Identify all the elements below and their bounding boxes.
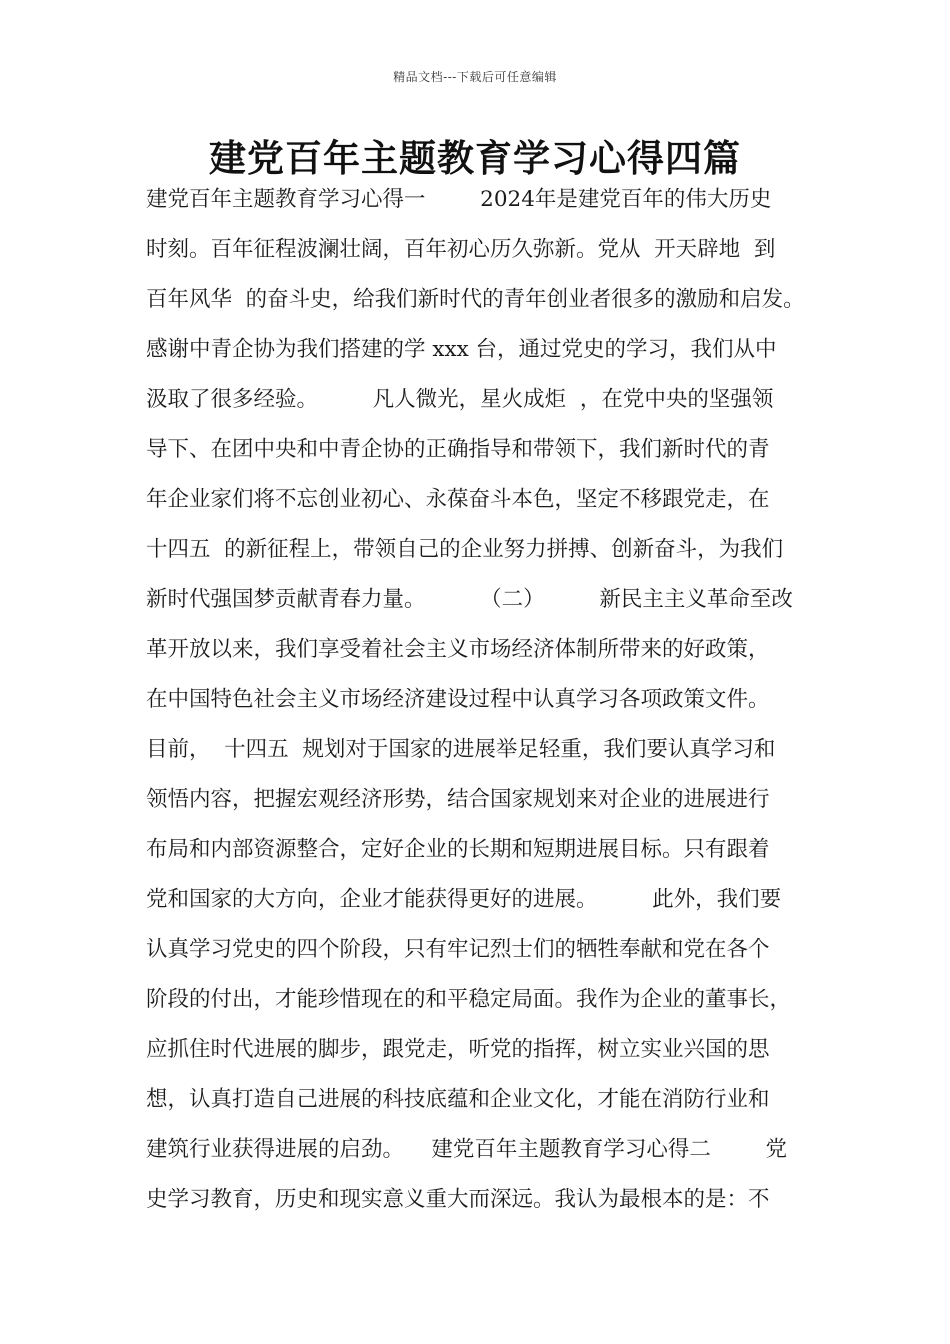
- body-line: 感谢中青企协为我们搭建的学 xxx 台，通过党史的学习，我们从中: [146, 337, 777, 362]
- body-line: 百年风华 的奋斗史，给我们新时代的青年创业者很多的激励和启发。: [146, 287, 805, 312]
- body-line: 目前， 十四五 规划对于国家的进展举足轻重，我们要认真学习和: [146, 737, 776, 762]
- header-note: 精品文档---下载后可任意编辑: [393, 70, 557, 84]
- body-line: 汲取了很多经验。 凡人微光，星火成炬 ，在党中央的坚强领: [146, 387, 774, 412]
- body-line: 十四五 的新征程上，带领自己的企业努力拼搏、创新奋斗，为我们: [146, 537, 784, 562]
- document-body: [146, 180, 826, 1230]
- body-line: 想，认真打造自己进展的科技底蕴和企业文化，才能在消防行业和: [146, 1087, 770, 1112]
- body-line: 建筑行业获得进展的启劲。 建党百年主题教育学习心得二 党: [146, 1137, 788, 1162]
- body-line: 布局和内部资源整合，定好企业的长期和短期进展目标。只有跟着: [146, 837, 770, 862]
- body-line: 时刻。百年征程波澜壮阔，百年初心历久弥新。党从 开天辟地 到: [146, 237, 776, 262]
- body-line: 革开放以来，我们享受着社会主义市场经济体制所带来的好政策，: [146, 637, 770, 662]
- body-line: 建党百年主题教育学习心得一 2024年是建党百年的伟大历史: [146, 187, 772, 212]
- document-title: 建党百年主题教育学习心得四篇: [209, 137, 741, 180]
- body-line: 党和国家的大方向，企业才能获得更好的进展。 此外，我们要: [146, 887, 782, 912]
- body-line: 在中国特色社会主义市场经济建设过程中认真学习各项政策文件。: [146, 687, 770, 712]
- body-line: 导下、在团中央和中青企协的正确指导和带领下，我们新时代的青: [146, 437, 770, 462]
- body-line: 史学习教育，历史和现实意义重大而深远。我认为最根本的是：不: [146, 1187, 770, 1212]
- body-line: 年企业家们将不忘创业初心、永葆奋斗本色，坚定不移跟党走，在: [146, 487, 770, 512]
- body-line: 新时代强国梦贡献青春力量。 （二） 新民主主义革命至改: [146, 587, 793, 612]
- body-line: 领悟内容，把握宏观经济形势，结合国家规划来对企业的进展进行: [146, 787, 770, 812]
- body-line: 阶段的付出，才能珍惜现在的和平稳定局面。我作为企业的董事长，: [146, 987, 792, 1012]
- body-line: 应抓住时代进展的脚步，跟党走，听党的指挥，树立实业兴国的思: [146, 1037, 770, 1062]
- body-line: 认真学习党史的四个阶段，只有牢记烈士们的牺牲奉献和党在各个: [146, 937, 770, 962]
